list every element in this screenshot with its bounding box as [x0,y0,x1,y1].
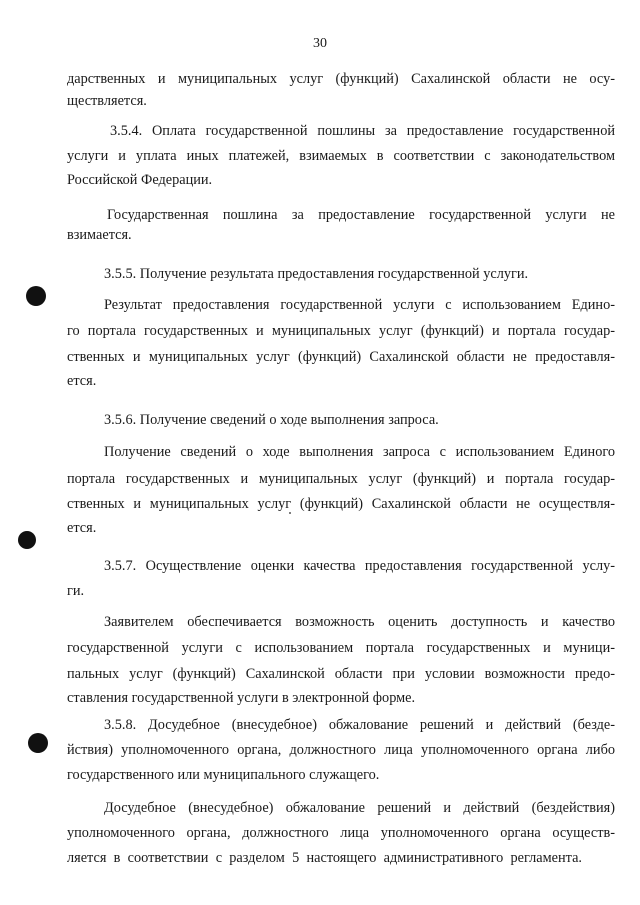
text-line: Заявителем обеспечивается возможность оценить доступность и качество [104,614,615,630]
text-line: го портала государственных и муниципальных услуг (функций) и портала государ- [67,323,615,339]
text-line: ственных и муниципальных услуг (функций) Сахалинской области не осуществля- [67,496,615,512]
text-line: государственной услуги с использованием портала государственных и муници- [67,640,615,656]
text-line: йствия) уполномоченного органа, должностного лица уполномоченного органа либо [67,742,615,758]
text-line: ется. [67,520,97,536]
text-line: взимается. [67,227,132,243]
section-3-5-6-heading: 3.5.6. Получение сведений о ходе выполнения запроса. [104,412,439,428]
text-line: Результат предоставления государственной услуги с использованием Едино- [104,297,615,313]
scan-speck [289,512,291,514]
text-line: Государственная пошлина за предоставление государственной услуги не [107,207,615,223]
text-line: Российской Федерации. [67,172,213,188]
text-line: ется. [67,373,97,389]
text-line: ществляется. [67,93,147,109]
text-line: услуги и уплата иных платежей, взимаемых в соответствии с законодательством [67,148,615,164]
text-line: Досудебное (внесудебное) обжалование решений и действий (бездействия) [104,800,615,816]
text-line: государственного или муниципального служащего. [67,767,380,783]
punch-hole-mark [18,531,36,549]
section-3-5-5-heading: 3.5.5. Получение результата предоставления государственной услуги. [104,266,529,282]
punch-hole-mark [26,286,46,306]
text-line: ставления государственной услуги в электронной форме. [67,690,416,706]
page-number: 30 [313,36,327,51]
text-line: ги. [67,583,85,599]
text-line: дарственных и муниципальных услуг (функций) Сахалинской области не осу- [67,71,615,87]
text-line: портала государственных и муниципальных услуг (функций) и портала государ- [67,471,615,487]
text-line: ляется в соответствии с разделом 5 настоящего административного регламента. [67,850,582,866]
punch-hole-mark [28,733,48,753]
section-3-5-4-heading: 3.5.4. Оплата государственной пошлины за предоставление государственной [110,123,615,139]
text-line: Получение сведений о ходе выполнения запроса с использованием Единого [104,444,615,460]
section-3-5-7-heading: 3.5.7. Осуществление оценки качества предоставления государственной услу- [104,558,615,574]
text-line: уполномоченного органа, должностного лица уполномоченного органа осуществ- [67,825,615,841]
section-3-5-8-heading: 3.5.8. Досудебное (внесудебное) обжалование решений и действий (безде- [104,717,615,733]
text-line: ственных и муниципальных услуг (функций) Сахалинской области не предоставля- [67,349,615,365]
text-line: пальных услуг (функций) Сахалинской области при условии возможности предо- [67,666,615,682]
